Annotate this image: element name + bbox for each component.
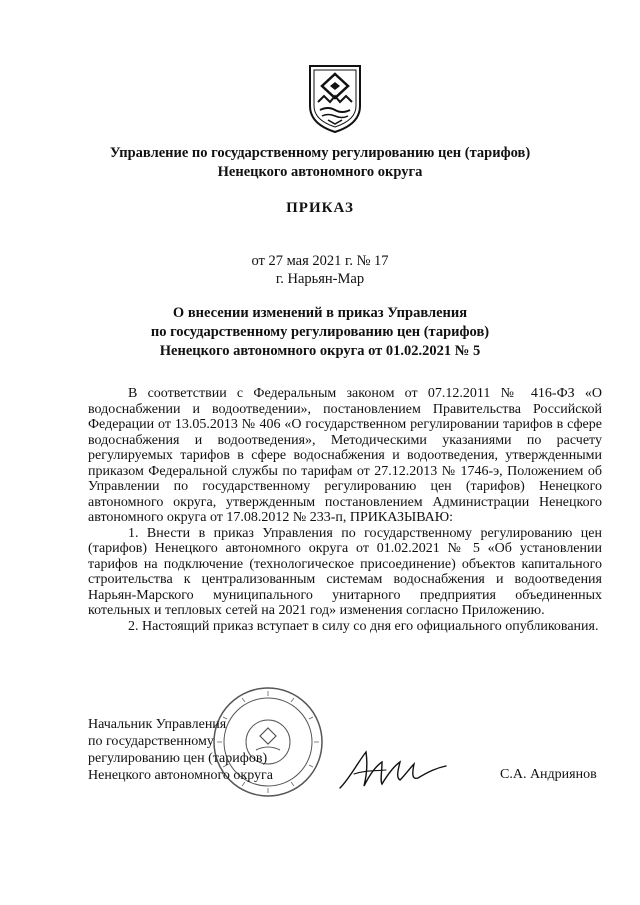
city: г. Нарьян-Мар bbox=[275, 271, 365, 287]
order-subject bbox=[0, 304, 640, 361]
order-item-2: 2. Настоящий приказ вступает в силу со дня его официального опубликования. bbox=[128, 618, 599, 634]
signatory-position bbox=[88, 716, 273, 784]
subject-line-1: О внесении изменений в приказ Управления bbox=[172, 305, 468, 321]
order-date-number: от 27 мая 2021 г. № 17 bbox=[251, 253, 389, 269]
order-body bbox=[88, 386, 602, 634]
subject-line-3: Ненецкого автономного округа от 01.02.2021 № 5 bbox=[159, 343, 481, 359]
signatory-name: С.А. Андриянов bbox=[500, 767, 597, 782]
order-item-1: 1. Внести в приказ Управления по государственному регулированию цен (тарифов) Ненецкого автономного округа от 01.02.2021 № 5 «Об установлении тарифов на подключение (технологическое присоединение) объектов капитального строительства к централизованным системам водоснабжения и водоотведения Нарьян-Марского муниципального унитарного предприятия объединенных котельных и тепловых сетей на 2021 год» изменения согласно Приложению. bbox=[88, 525, 602, 618]
position-line-3: регулированию цен (тарифов) bbox=[88, 751, 268, 766]
org-line-1: Управление по государственному регулированию цен (тарифов) bbox=[109, 145, 531, 161]
handwritten-signature bbox=[336, 744, 448, 794]
subject-line-2: по государственному регулированию цен (тарифов) bbox=[150, 324, 490, 340]
preamble-paragraph: В соответствии с Федеральным законом от 07.12.2011 № 416-ФЗ «О водоснабжении и водоотведении», постановлением Правительства Российской Федерации от 13.05.2013 № 406 «О государственном регулировании тарифов в сфере водоснабжения и водоотведения», Методическими указаниями по расчету регулируемых тарифов в сфере водоснабжения и водоотведения, утвержденными приказом Федеральной службы по тарифам от 27.12.2013 № 1746-э, Положением об Управлении по государственному регулированию цен (тарифов) Ненецкого автономного округа, утвержденным постановлением Администрации Ненецкого автономного округа от 17.08.2012 № 233-п, ПРИКАЗЫВАЮ: bbox=[88, 386, 602, 525]
position-line-2: по государственному bbox=[88, 734, 214, 749]
position-line-1: Начальник Управления bbox=[88, 717, 227, 732]
org-line-2: Ненецкого автономного округа bbox=[217, 164, 423, 180]
organization-name bbox=[0, 144, 640, 182]
date-and-place bbox=[0, 252, 640, 288]
document-type: ПРИКАЗ bbox=[286, 200, 354, 216]
position-line-4: Ненецкого автономного округа bbox=[88, 768, 273, 783]
coat-of-arms-icon bbox=[306, 62, 364, 134]
